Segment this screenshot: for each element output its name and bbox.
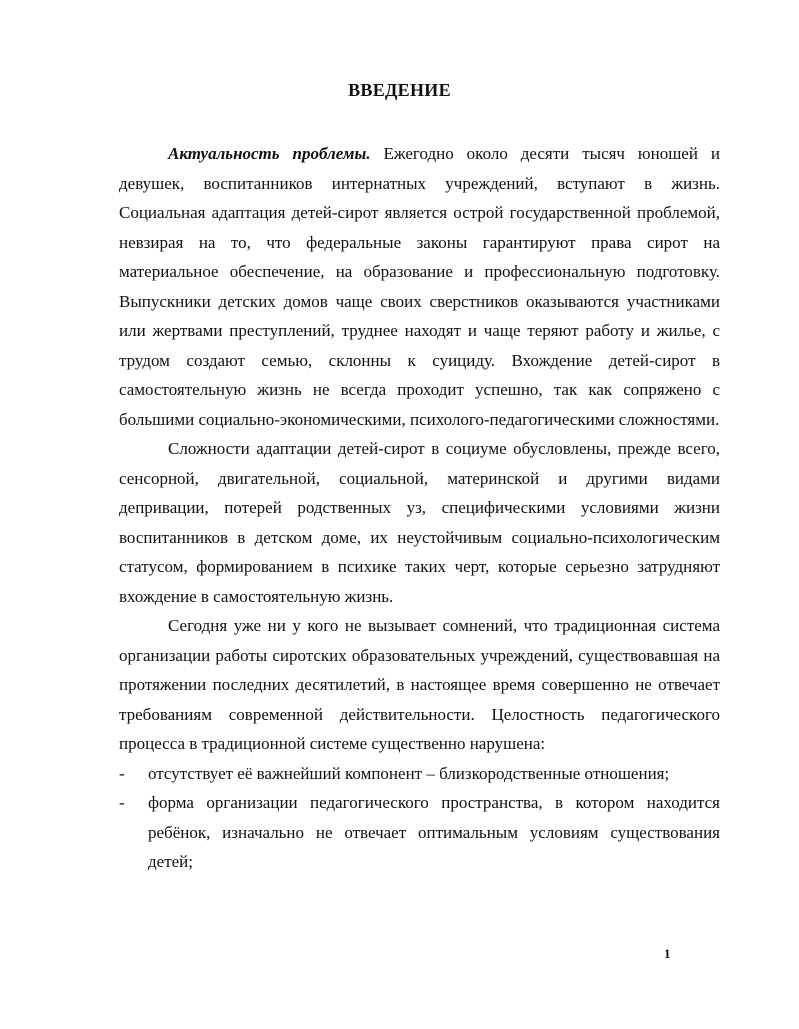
list-dash: - (119, 763, 125, 783)
page-number: 1 (664, 946, 671, 961)
document-body (119, 139, 720, 877)
list-dash: - (119, 793, 125, 812)
paragraph-adaptation: Сложности адаптации детей-сирот в социуме обусловлены, прежде всего, сенсорной, двигательной, социальной, материнской и другими видами депривации, потерей родственных уз, специфическими условиями жизни воспитанников в детском доме, их неустойчивым социально-психологическим статусом, формированием в психике таких черт, которые серьезно затрудняют вхождение в самостоятельную жизнь. (119, 439, 720, 606)
paragraph-traditional-system: Сегодня уже ни у кого не вызывает сомнений, что традиционная система организации работы сиротских образовательных учреждений, существовавшая на протяжении последних десятилетий, в настоящее время совершенно не отвечает требованиям современной действительности. Целостность педагогического процесса в традиционной системе существенно нарушена: (119, 616, 720, 753)
list-item-text: форма организации педагогического пространства, в котором находится ребёнок, изначально не отвечает оптимальным условиям существования детей; (148, 793, 720, 871)
list-item-text: отсутствует её важнейший компонент – близкородственные отношения; (148, 763, 670, 783)
paragraph-lead: Актуальность проблемы. (168, 144, 371, 163)
paragraph-relevance (119, 139, 720, 434)
paragraph-text: Ежегодно около десяти тысяч юношей и девушек, воспитанников интернатных учреждений, вступают в жизнь. Социальная адаптация детей-сирот является острой государственной проблемой, невзирая на то, что федеральные законы гарантируют права сирот на материальное обеспечение, на образование и профессиональную подготовку. Выпускники детских домов чаще своих сверстников оказываются участниками или жертвами преступлений, труднее находят и чаще теряют работу и жилье, с трудом создают семью, склонны к суициду. Вхождение детей-сирот в самостоятельную жизнь не всегда проходит успешно, так как сопряжено с большими социально-экономическими, психолого-педагогическими сложностями. (119, 144, 720, 429)
list-item (119, 788, 720, 877)
list-item (119, 759, 720, 789)
page-title: ВВЕДЕНИЕ (348, 80, 451, 100)
violations-list (119, 759, 720, 877)
